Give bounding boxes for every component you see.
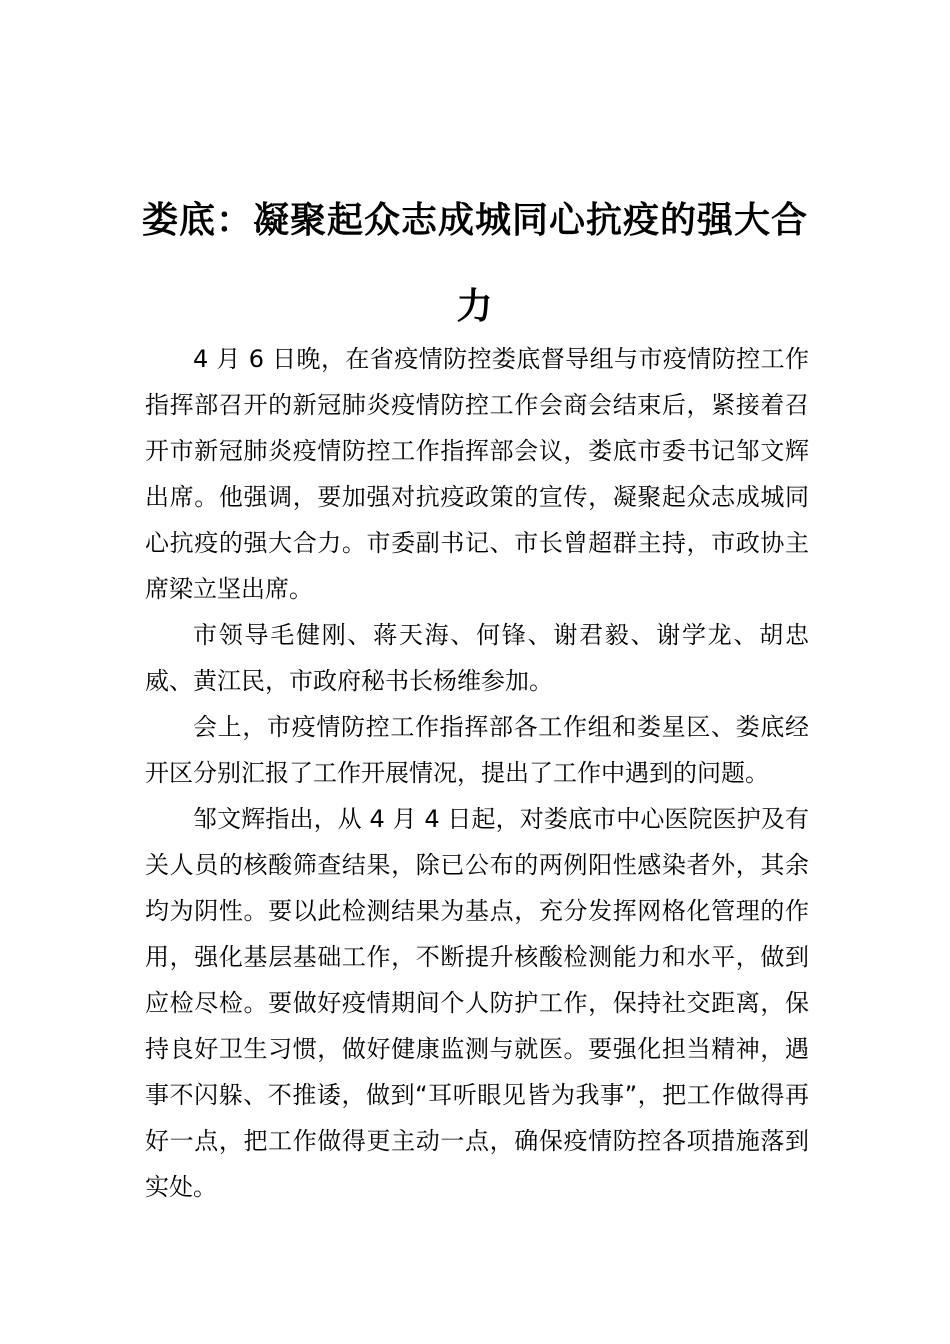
paragraph-instructions: 邹文辉指出，从 4 月 4 日起，对娄底市中心医院医护及有关人员的核酸筛查结果，除已公布的两例阳性感染者外，其余均为阴性。要以此检测结果为基点，充分发挥网格化管理的作用，强化基层基础工作，不断提升核酸检测能力和水平，做到应检尽检。要做好疫情期间个人防护工作，保持社交距离，保持良好卫生习惯，做好健康监测与就医。要强化担当精神，遇事不闪躲、不推诿，做到“耳听眼见皆为我事”，把工作做得再好一点，把工作做得更主动一点，确保疫情防控各项措施落到实处。 xyxy=(145,805,809,1201)
article-title: 娄底：凝聚起众志成城同心抗疫的强大合力 xyxy=(141,200,808,327)
paragraph-attendees: 市领导毛健刚、蒋天海、何锋、谢君毅、谢学龙、胡忠威、黄江民，市政府秘书长杨维参加。 xyxy=(145,621,809,695)
paragraph-reports: 会上，市疫情防控工作指挥部各工作组和娄星区、娄底经开区分别汇报了工作开展情况，提出了工作中遇到的问题。 xyxy=(145,713,809,787)
article-body xyxy=(145,336,809,1210)
paragraph-meeting-intro: 4 月 6 日晚，在省疫情防控娄底督导组与市疫情防控工作指挥部召开的新冠肺炎疫情防控工作会商会结束后，紧接着召开市新冠肺炎疫情防控工作指挥部会议，娄底市委书记邹文辉出席。他强调，要加强对抗疫政策的宣传，凝聚起众志成城同心抗疫的强大合力。市委副书记、市长曾超群主持，市政协主席梁立坚出席。 xyxy=(145,345,809,603)
